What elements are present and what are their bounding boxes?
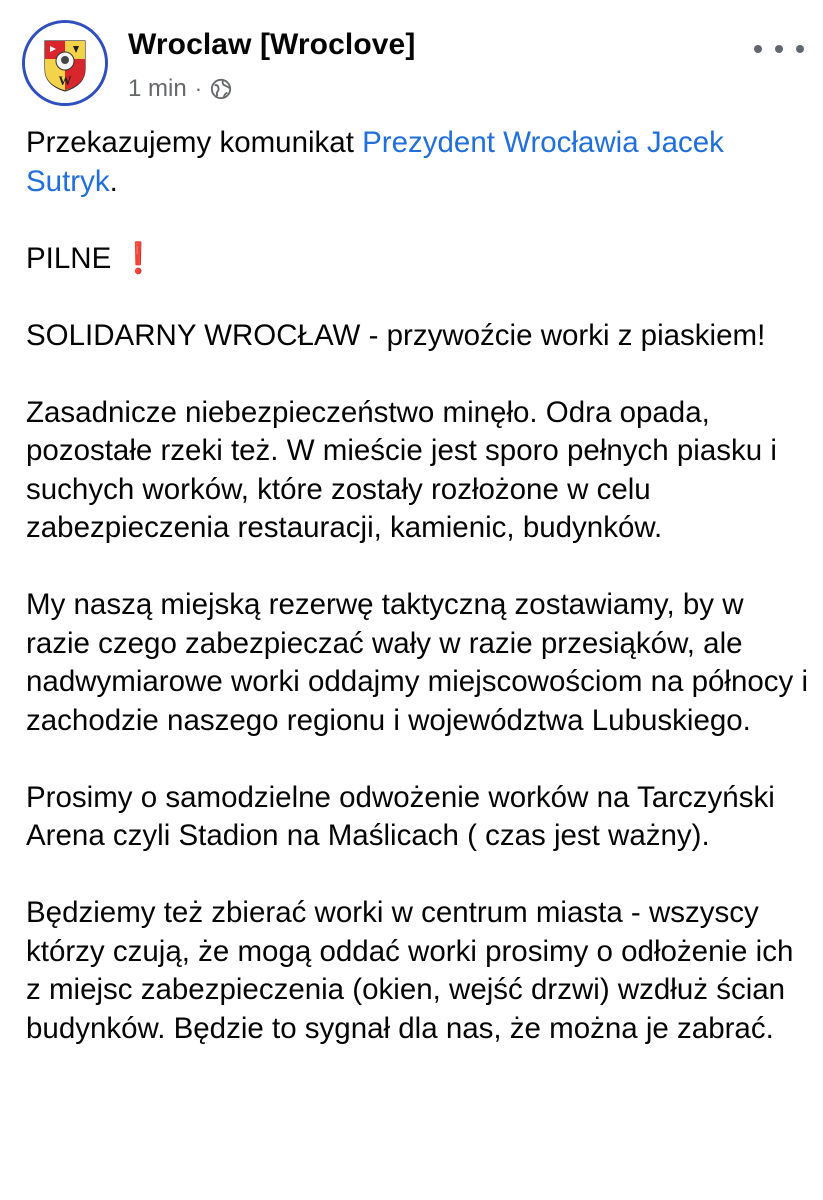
more-options-button[interactable]: [754, 34, 804, 64]
more-dot: [796, 45, 804, 53]
post-paragraph: SOLIDARNY WROCŁAW - przywoźcie worki z piaskiem!: [26, 318, 766, 352]
city-coat-of-arms-icon: [25, 23, 105, 103]
globe-icon[interactable]: [210, 78, 232, 100]
urgent-label: PILNE: [26, 241, 112, 275]
page-name[interactable]: Wroclaw [Wroclove]: [128, 28, 416, 61]
post-paragraph: [26, 240, 811, 279]
post-time[interactable]: 1 min: [128, 75, 187, 102]
meta-separator: ·: [194, 76, 203, 101]
post-paragraph: My naszą miejską rezerwę taktyczną zostawiamy, by w razie czego zabezpieczać wały w razie przesiąków, ale nadwymiarowe worki oddajmy miejscowościom na północy i zachodzie naszego regionu i województwa Lubuskiego.: [26, 588, 809, 737]
more-dot: [775, 45, 783, 53]
exclamation-icon: ❗: [119, 241, 157, 275]
post-body: [26, 124, 811, 1087]
svg-text:W: W: [58, 73, 72, 88]
paragraph-text: .: [109, 164, 118, 198]
post-paragraph: Prosimy o samodzielne odwożenie worków na Tarczyński Arena czyli Stadion na Maślicach ( czas jest ważny).: [26, 780, 775, 852]
more-dots-icon: [754, 45, 762, 53]
post-paragraph: Będziemy też zbierać worki w centrum miasta - wszyscy którzy czują, że mogą oddać worki prosimy o odłożenie ich z miejsc zabezpieczenia (okien, wejść drzwi) wzdłuż ścian budynków. Będzie to sygnał dla nas, że można je zabrać.: [26, 896, 794, 1045]
mention-link[interactable]: Prezydent Wrocławia Jacek Sutryk: [26, 126, 724, 198]
post-paragraph: Zasadnicze niebezpieczeństwo minęło. Odra opada, pozostałe rzeki też. W mieście jest sporo pełnych piasku i suchych worków, które zostały rozłożone w celu zabezpieczenia restauracji, kamienic, budynków.: [26, 395, 777, 544]
page-avatar[interactable]: [22, 20, 108, 106]
post-paragraph: [26, 124, 811, 201]
paragraph-text: Przekazujemy komunikat: [26, 126, 363, 159]
post-meta: [128, 74, 232, 104]
post-header: [22, 20, 812, 110]
